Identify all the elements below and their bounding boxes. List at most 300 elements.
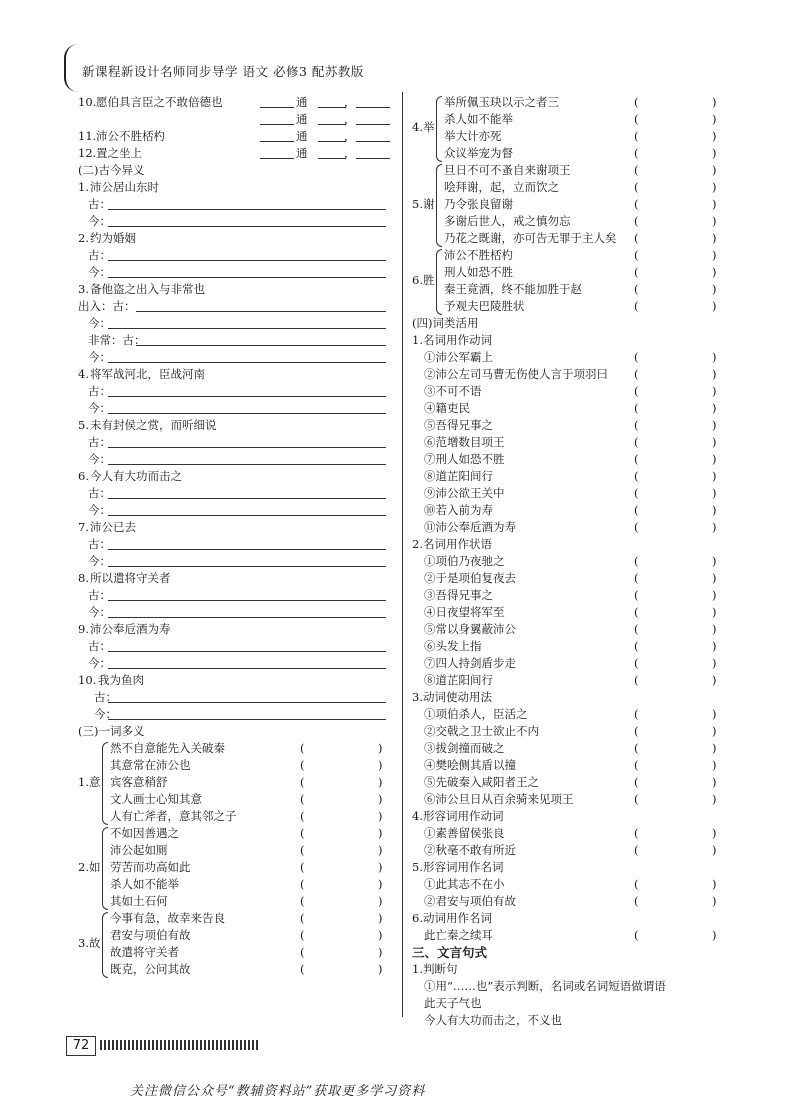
example-sentence: ②交戟之卫士欲止不内 (424, 724, 539, 738)
item-number: 9. (78, 622, 89, 636)
paren-close: ) (712, 486, 717, 500)
paren-open[interactable]: ( (300, 826, 305, 840)
line-row (78, 706, 396, 723)
paren-open[interactable]: ( (634, 741, 639, 755)
paren-open[interactable]: ( (634, 843, 639, 857)
paren-open[interactable]: ( (300, 945, 305, 959)
paren-close: ) (712, 724, 717, 738)
example-sentence: ④樊哙侧其盾以撞 (424, 758, 516, 772)
paren-close: ) (712, 605, 717, 619)
paren-open[interactable]: ( (634, 214, 639, 228)
line-row (412, 672, 732, 689)
answer-line[interactable] (108, 349, 386, 363)
line-row (78, 298, 396, 315)
line-row (78, 451, 396, 468)
line-row (412, 757, 732, 774)
group-item (78, 876, 396, 893)
group-item (78, 808, 396, 825)
example-sentence: ⑪沛公奉卮酒为寿 (424, 520, 516, 534)
line-row (78, 349, 396, 366)
example-sentence: ①沛公军霸上 (424, 350, 493, 364)
line-row (412, 451, 732, 468)
example-sentence: ⑤常以身翼蔽沛公 (424, 622, 516, 636)
paren-open[interactable]: ( (634, 197, 639, 211)
paren-open[interactable]: ( (300, 809, 305, 823)
answer-line[interactable] (356, 128, 390, 142)
section-title: (二)古今异义 (78, 163, 145, 177)
paren-close: ) (712, 741, 717, 755)
answer-line[interactable] (108, 383, 386, 397)
paren-open[interactable]: ( (634, 520, 639, 534)
paren-close: ) (378, 962, 383, 976)
line-row (412, 842, 732, 859)
label-feichang: 非常：古： (88, 333, 146, 347)
paren-open[interactable]: ( (634, 928, 639, 942)
line-row (78, 655, 396, 672)
group-item (412, 247, 732, 264)
item-number: 11. (78, 129, 97, 143)
line-row (412, 519, 732, 536)
rule-text: ①用“……也”表示判断，名词或名词短语做谓语 (424, 979, 666, 993)
item-number: 5. (78, 418, 89, 432)
example-sentence: 哙拜谢，起，立而饮之 (444, 180, 559, 194)
example-sentence: 乃令张良留谢 (444, 197, 513, 211)
line-row (78, 689, 396, 706)
word-group (78, 740, 396, 825)
answer-line[interactable] (108, 400, 386, 414)
line-row (78, 128, 396, 145)
label-modern: 今： (88, 503, 111, 517)
line-row (78, 196, 396, 213)
paren-open[interactable]: ( (634, 299, 639, 313)
group-item (412, 196, 732, 213)
answer-line[interactable] (318, 145, 346, 159)
paren-close: ) (378, 792, 383, 806)
line-row (412, 655, 732, 672)
example-sentence: 劳苦而功高如此 (110, 860, 191, 874)
label-modern: 今： (88, 316, 111, 330)
answer-line[interactable] (318, 128, 346, 142)
group-item (78, 859, 396, 876)
paren-open[interactable]: ( (634, 248, 639, 262)
line-row (78, 638, 396, 655)
line-row (412, 706, 732, 723)
example-sentence: 不如因善遇之 (110, 826, 179, 840)
answer-line[interactable] (108, 485, 386, 499)
section-title: (四)词类活用 (412, 316, 479, 330)
example-sentence: ②君安与项伯有故 (424, 894, 516, 908)
page-number-bar (100, 1040, 260, 1050)
paren-open[interactable]: ( (634, 622, 639, 636)
line-row (78, 111, 396, 128)
answer-line[interactable] (108, 502, 386, 516)
group-item (78, 927, 396, 944)
paren-close: ) (712, 163, 717, 177)
word-group (78, 825, 396, 910)
paren-open[interactable]: ( (634, 231, 639, 245)
example-sentence: ②于是项伯复夜去 (424, 571, 516, 585)
label-modern: 今： (88, 214, 111, 228)
right-column (412, 94, 732, 1029)
paren-close: ) (378, 894, 383, 908)
group-item (78, 893, 396, 910)
paren-open[interactable]: ( (634, 503, 639, 517)
paren-open[interactable]: ( (634, 163, 639, 177)
example-sentence: 君安与项伯有故 (110, 928, 191, 942)
paren-open[interactable]: ( (300, 775, 305, 789)
example-sentence: ①此其志不在小 (424, 877, 505, 891)
answer-line[interactable] (260, 94, 294, 108)
item-number: 1. (78, 180, 89, 194)
paren-open[interactable]: ( (300, 962, 305, 976)
paren-close: ) (712, 792, 717, 806)
paren-open[interactable]: ( (634, 775, 639, 789)
paren-open[interactable]: ( (300, 843, 305, 857)
answer-line[interactable] (108, 196, 386, 210)
line-row (412, 621, 732, 638)
paren-open[interactable]: ( (634, 894, 639, 908)
line-row (412, 553, 732, 570)
line-row (412, 944, 732, 961)
paren-close: ) (712, 350, 717, 364)
line-row (412, 927, 732, 944)
label-ancient: 古： (88, 435, 111, 449)
paren-close: ) (712, 435, 717, 449)
group-label: 2.如 (78, 859, 101, 874)
item-text: 我为鱼肉 (98, 673, 144, 687)
line-row (412, 434, 732, 451)
tong-label: 通 (296, 146, 308, 160)
paren-close: ) (712, 520, 717, 534)
answer-line[interactable] (356, 94, 390, 108)
paren-close: ) (712, 418, 717, 432)
example-sentence: ②秋毫不敢有所近 (424, 843, 516, 857)
answer-line[interactable] (108, 264, 386, 278)
answer-line[interactable] (356, 145, 390, 159)
line-row (78, 553, 396, 570)
answer-line[interactable] (108, 655, 386, 669)
label-modern: 今： (94, 707, 117, 721)
paren-close: ) (712, 231, 717, 245)
subsection-title: 6.动词用作名词 (412, 911, 492, 925)
footer-note: 关注微信公众号“教辅资料站”获取更多学习资料 (130, 1084, 426, 1099)
line-row (412, 485, 732, 502)
tong-label: 通 (296, 95, 308, 109)
group-label: 1.意 (78, 774, 101, 789)
paren-close: ) (712, 180, 717, 194)
answer-line[interactable] (108, 604, 386, 618)
line-row (78, 468, 396, 485)
paren-open[interactable]: ( (634, 486, 639, 500)
paren-open[interactable]: ( (300, 758, 305, 772)
subsection-title: 3.动词使动用法 (412, 690, 492, 704)
item-text: 今人有大功而击之 (90, 469, 182, 483)
example-sentence: ⑦刑人如恐不胜 (424, 452, 505, 466)
line-row (412, 774, 732, 791)
example-sentence: ③吾得兄事之 (424, 588, 493, 602)
example-sentence: 予观夫巴陵胜状 (444, 299, 525, 313)
line-row (412, 366, 732, 383)
paren-close: ) (378, 758, 383, 772)
example-sentence: ③不可不语 (424, 384, 482, 398)
item-number: 8. (78, 571, 89, 585)
group-label: 6.胜 (412, 273, 435, 287)
paren-open[interactable]: ( (634, 639, 639, 653)
example-sentence: 其如土石何 (110, 894, 168, 908)
paren-open[interactable]: ( (634, 707, 639, 721)
paren-open[interactable]: ( (300, 894, 305, 908)
paren-open[interactable]: ( (634, 180, 639, 194)
line-row (78, 536, 396, 553)
paren-open[interactable]: ( (634, 350, 639, 364)
paren-close: ) (712, 95, 717, 109)
answer-line[interactable] (136, 332, 386, 346)
group-item (412, 128, 732, 145)
line-row (78, 587, 396, 604)
paren-open[interactable]: ( (634, 656, 639, 670)
line-row (412, 638, 732, 655)
line-row (412, 808, 732, 825)
line-row (78, 230, 396, 247)
answer-line[interactable] (108, 315, 386, 329)
line-row (78, 502, 396, 519)
line-row (78, 179, 396, 196)
paren-close: ) (378, 775, 383, 789)
line-row (78, 434, 396, 451)
example-sentence: ⑦四人持剑盾步走 (424, 656, 516, 670)
paren-open[interactable]: ( (634, 384, 639, 398)
line-row (412, 315, 732, 332)
word-group (412, 162, 732, 247)
answer-line[interactable] (108, 689, 386, 703)
label-modern: 今： (88, 452, 111, 466)
answer-line[interactable] (108, 451, 386, 465)
example-sentence: 故遣将守关者 (110, 945, 179, 959)
paren-close: ) (712, 401, 717, 415)
paren-open[interactable]: ( (634, 826, 639, 840)
label-modern: 今： (88, 656, 111, 670)
answer-line[interactable] (260, 111, 294, 125)
item-text: 备他盗之出入与非常也 (90, 282, 205, 296)
line-row (412, 689, 732, 706)
example-sentence: ④籍吏民 (424, 401, 470, 415)
group-item (78, 791, 396, 808)
group-item (412, 94, 732, 111)
group-item (412, 230, 732, 247)
example-sentence: 旦日不可不蚤自来谢项王 (444, 163, 571, 177)
paren-open[interactable]: ( (634, 724, 639, 738)
paren-open[interactable]: ( (634, 571, 639, 585)
answer-line[interactable] (318, 111, 346, 125)
example-sentence: ①项伯乃夜驰之 (424, 554, 505, 568)
subsection-title: 5.形容词用作名词 (412, 860, 504, 874)
example-sentence: 此亡秦之续耳 (424, 928, 493, 942)
item-text: 置之坐上 (96, 146, 142, 160)
answer-line[interactable] (108, 638, 386, 652)
line-row (78, 417, 396, 434)
paren-open[interactable]: ( (300, 792, 305, 806)
answer-line[interactable] (136, 298, 386, 312)
example-sentence: 沛公起如厕 (110, 843, 168, 857)
answer-line[interactable] (108, 213, 386, 227)
paren-open[interactable]: ( (300, 928, 305, 942)
label-ancient: 古： (88, 537, 111, 551)
paren-open[interactable]: ( (634, 282, 639, 296)
example-sentence: ②沛公左司马曹无伤使人言于项羽曰 (424, 367, 608, 381)
paren-open[interactable]: ( (634, 112, 639, 126)
line-row (78, 604, 396, 621)
left-column (78, 94, 396, 978)
item-text: 沛公不胜桮杓 (96, 129, 165, 143)
line-row (78, 723, 396, 740)
label-ancient: 古： (88, 588, 111, 602)
paren-close: ) (712, 384, 717, 398)
answer-line[interactable] (108, 706, 386, 720)
paren-open[interactable]: ( (634, 588, 639, 602)
answer-line[interactable] (356, 111, 390, 125)
example-sentence: ⑧道芷阳间行 (424, 673, 493, 687)
answer-line[interactable] (260, 145, 294, 159)
line-row (412, 587, 732, 604)
label-modern: 今： (88, 605, 111, 619)
example-sentence: ⑥范增数目项王 (424, 435, 505, 449)
example-sentence: 文人画士心知其意 (110, 792, 202, 806)
paren-open[interactable]: ( (634, 877, 639, 891)
group-item (78, 961, 396, 978)
example-sentence: 今事有急，故幸来告良 (110, 911, 225, 925)
line-row (412, 825, 732, 842)
item-text: 所以遣将守关者 (90, 571, 171, 585)
group-label: 4.举 (412, 120, 435, 134)
paren-open[interactable]: ( (634, 418, 639, 432)
paren-open[interactable]: ( (634, 452, 639, 466)
answer-line[interactable] (318, 94, 346, 108)
line-row (78, 383, 396, 400)
example-sentence: ⑤先破秦入咸阳者王之 (424, 775, 539, 789)
item-number: 2. (78, 231, 89, 245)
item-text: 沛公已去 (90, 520, 136, 534)
line-row (412, 349, 732, 366)
paren-open[interactable]: ( (634, 129, 639, 143)
group-item (412, 264, 732, 281)
paren-close: ) (712, 707, 717, 721)
paren-open[interactable]: ( (634, 554, 639, 568)
paren-open[interactable]: ( (634, 401, 639, 415)
paren-close: ) (378, 860, 383, 874)
line-row (412, 723, 732, 740)
example-sentence: 既克，公问其故 (110, 962, 191, 976)
line-row (78, 247, 396, 264)
paren-close: ) (712, 588, 717, 602)
paren-close: ) (712, 894, 717, 908)
paren-open[interactable]: ( (300, 741, 305, 755)
paren-open[interactable]: ( (634, 758, 639, 772)
paren-close: ) (712, 248, 717, 262)
label-churu: 出入：古： (78, 299, 136, 313)
paren-close: ) (712, 282, 717, 296)
paren-open[interactable]: ( (300, 877, 305, 891)
line-row (78, 519, 396, 536)
answer-line[interactable] (108, 247, 386, 261)
paren-open[interactable]: ( (634, 435, 639, 449)
group-item (78, 910, 396, 927)
example-sentence: 杀人如不能举 (444, 112, 513, 126)
group-item (412, 213, 732, 230)
section-title: 三、文言句式 (412, 945, 488, 960)
example-sentence: ①项伯杀人，臣活之 (424, 707, 528, 721)
paren-close: ) (712, 775, 717, 789)
answer-line[interactable] (108, 553, 386, 567)
line-row (78, 264, 396, 281)
group-item (78, 825, 396, 842)
paren-open[interactable]: ( (634, 792, 639, 806)
paren-open[interactable]: ( (634, 265, 639, 279)
paren-open[interactable]: ( (300, 860, 305, 874)
line-row (412, 502, 732, 519)
example-sentence: 秦王竟酒，终不能加胜于赵 (444, 282, 582, 296)
line-row (412, 570, 732, 587)
paren-close: ) (712, 452, 717, 466)
word-group (78, 910, 396, 978)
example-sentence: ④日夜望将军至 (424, 605, 505, 619)
answer-line[interactable] (108, 434, 386, 448)
line-row (78, 672, 396, 689)
line-row (78, 621, 396, 638)
paren-close: ) (712, 367, 717, 381)
answer-line[interactable] (108, 587, 386, 601)
line-row (412, 536, 732, 553)
paren-close: ) (712, 214, 717, 228)
item-text: 未有封侯之赏，而听细说 (90, 418, 217, 432)
line-row (78, 315, 396, 332)
label-modern: 今： (88, 554, 111, 568)
item-number: 4. (78, 367, 89, 381)
line-row (78, 162, 396, 179)
paren-close: ) (378, 945, 383, 959)
example-sentence: 乃花之既谢，亦可告无罪于主人矣 (444, 231, 617, 245)
answer-line[interactable] (108, 536, 386, 550)
example-sentence: ⑤吾得兄事之 (424, 418, 493, 432)
line-row (412, 400, 732, 417)
group-item (78, 740, 396, 757)
line-row (412, 893, 732, 910)
paren-close: ) (378, 809, 383, 823)
paren-open[interactable]: ( (300, 911, 305, 925)
comma: ， (344, 95, 356, 109)
line-row (78, 145, 396, 162)
label-ancient: 古： (88, 486, 111, 500)
paren-open[interactable]: ( (634, 605, 639, 619)
paren-open[interactable]: ( (634, 146, 639, 160)
line-row (78, 400, 396, 417)
line-row (412, 910, 732, 927)
label-ancient: 古： (88, 384, 111, 398)
line-row (412, 1012, 732, 1029)
paren-open[interactable]: ( (634, 95, 639, 109)
paren-open[interactable]: ( (634, 469, 639, 483)
example-sentence: 举所佩玉玦以示之者三 (444, 95, 559, 109)
paren-open[interactable]: ( (634, 673, 639, 687)
example-sentence: 然不自意能先入关破秦 (110, 741, 225, 755)
item-number: 3. (78, 282, 89, 296)
group-item (412, 145, 732, 162)
paren-close: ) (712, 673, 717, 687)
answer-line[interactable] (260, 128, 294, 142)
example-sentence: 沛公不胜桮杓 (444, 248, 513, 262)
paren-open[interactable]: ( (634, 367, 639, 381)
paren-close: ) (712, 656, 717, 670)
line-row (78, 281, 396, 298)
